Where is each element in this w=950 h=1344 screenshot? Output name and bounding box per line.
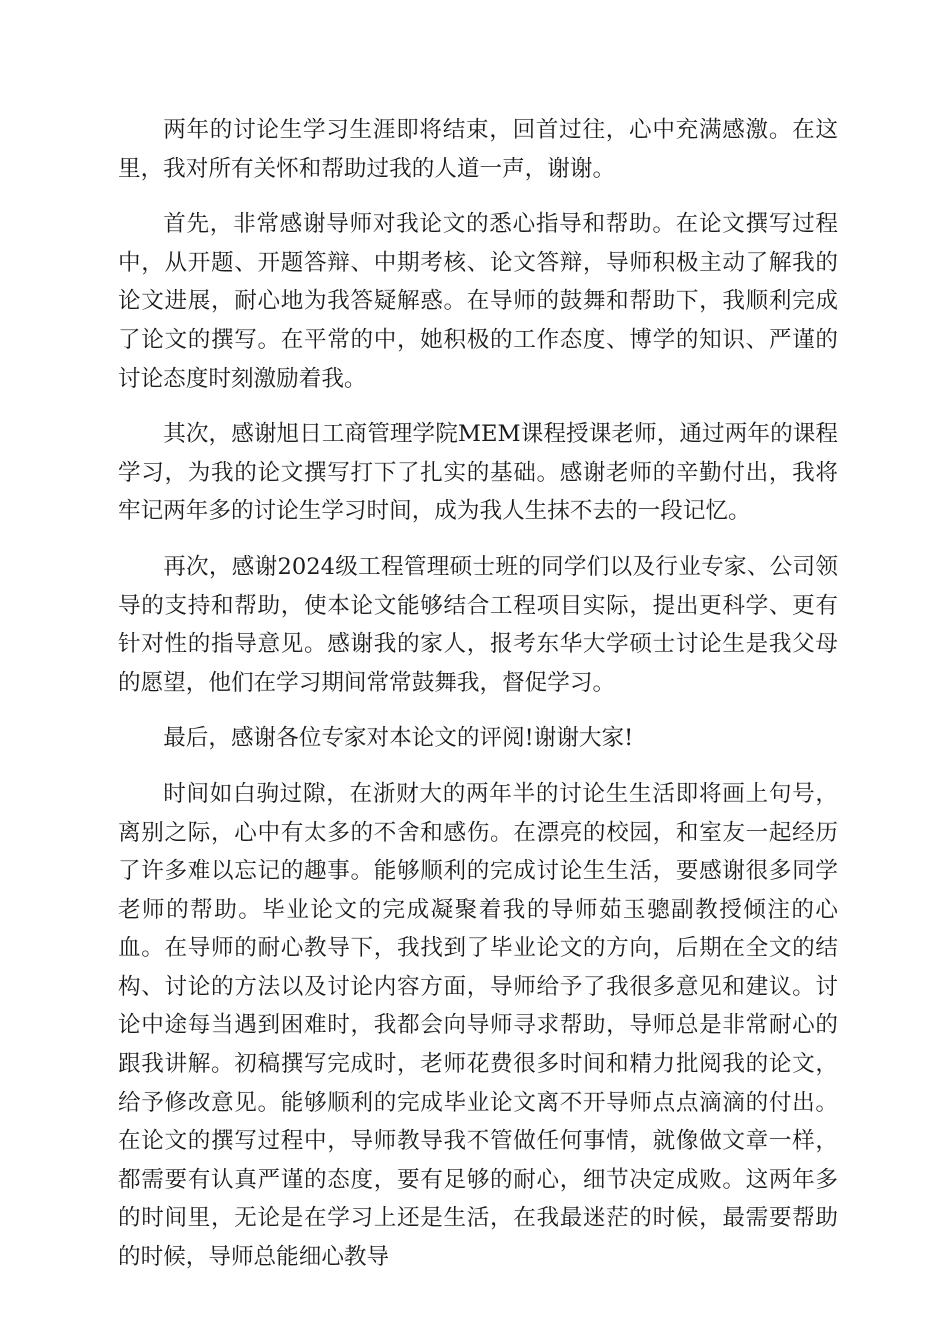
- paragraph-thanks-advisor: 首先，非常感谢导师对我论文的悉心指导和帮助。在论文撰写过程中，从开题、开题答辩、中期考核、论文答辩，导师积极主动了解我的论文进展，耐心地为我答疑解惑。在导师的鼓舞和帮助下，我顺利完成了论文的撰写。在平常的中，她积极的工作态度、博学的知识、严谨的讨论态度时刻激励着我。: [118, 211, 838, 392]
- paragraph-thanks-classmates-family: 再次，感谢2024级工程管理硕士班的同学们以及行业专家、公司领导的支持和帮助，使本论文能够结合工程项目实际，提出更科学、更有针对性的指导意见。感谢我的家人，报考东华大学硕士讨论生是我父母的愿望，他们在学习期间常常鼓舞我，督促学习。: [118, 553, 838, 696]
- paragraph-thanks-experts: 最后，感谢各位专家对本论文的评阅!谢谢大家!: [163, 725, 634, 752]
- document-page: [118, 111, 838, 1294]
- paragraph-intro: 两年的讨论生学习生涯即将结束，回首过往，心中充满感激。在这里，我对所有关怀和帮助过我的人道一声，谢谢。: [118, 117, 838, 182]
- paragraph-reflection: 时间如白驹过隙，在浙财大的两年半的讨论生生活即将画上句号，离别之际，心中有太多的不舍和感伤。在漂亮的校园，和室友一起经历了许多难以忘记的趣事。能够顺利的完成讨论生生活，要感谢很多同学老师的帮助。毕业论文的完成凝聚着我的导师茹玉骢副教授倾注的心血。在导师的耐心教导下，我找到了毕业论文的方向，后期在全文的结构、讨论的方法以及讨论内容方面，导师给予了我很多意见和建议。讨论中途每当遇到困难时，我都会向导师寻求帮助，导师总是非常耐心的跟我讲解。初稿撰写完成时，老师花费很多时间和精力批阅我的论文，给予修改意见。能够顺利的完成毕业论文离不开导师点点滴滴的付出。在论文的撰写过程中，导师教导我不管做任何事情，就像做文章一样，都需要有认真严谨的态度，要有足够的耐心，细节决定成败。这两年多的时间里，无论是在学习上还是生活，在我最迷茫的时候，最需要帮助的时候，导师总能细心教导: [118, 780, 838, 1271]
- paragraph-thanks-teachers: 其次，感谢旭日工商管理学院MEM课程授课老师，通过两年的课程学习，为我的论文撰写打下了扎实的基础。感谢老师的辛勤付出，我将牢记两年多的讨论生学习时间，成为我人生抹不去的一段记忆。: [118, 421, 838, 525]
